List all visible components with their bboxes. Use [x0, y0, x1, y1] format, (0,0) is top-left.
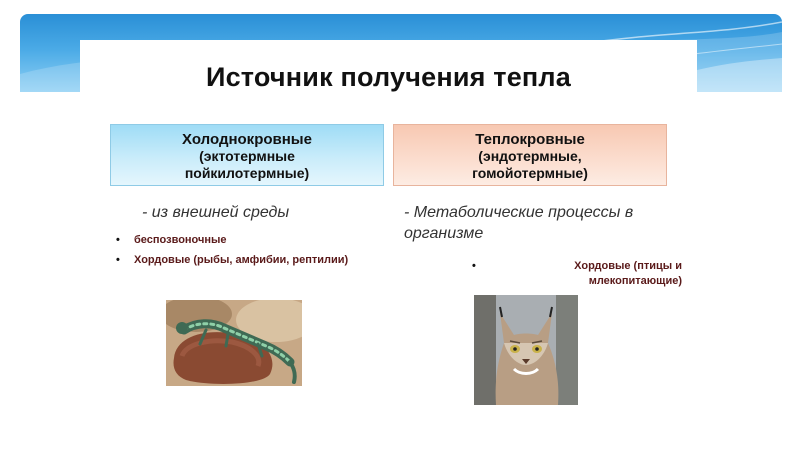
cold-subheading-1: (эктотермные [199, 148, 295, 164]
page-title: Источник получения тепла [205, 62, 571, 92]
cold-blooded-box [110, 124, 384, 186]
bullet-text: Хордовые (птицы и млекопитающие) [574, 260, 682, 287]
cold-bullet-list [116, 233, 376, 273]
bullet-marker: • [116, 234, 120, 246]
warm-subheading-1: (эндотермные, [478, 148, 582, 164]
warm-blooded-box [393, 124, 667, 186]
warm-heading: Теплокровные [475, 131, 585, 148]
bullet-text: беспозвоночные [134, 234, 227, 246]
bullet-text: Хордовые (рыбы, амфибии, рептилии) [134, 254, 349, 266]
list-item [116, 253, 376, 268]
cold-subheading-2: пойкилотермные) [184, 165, 310, 181]
lynx-image [474, 295, 578, 405]
warm-subheading-2: гомойотермные) [472, 165, 588, 181]
bullet-marker: • [116, 254, 120, 266]
list-item [472, 259, 682, 289]
bullet-marker: • [472, 260, 476, 272]
lizard-image [166, 300, 302, 386]
warm-heat-source: - Метаболические процессы в организме [404, 204, 634, 242]
lynx-illustration [474, 295, 578, 405]
title-area [80, 40, 697, 100]
lizard-illustration [166, 300, 302, 386]
cold-heat-source: - из внешней среды [142, 204, 290, 221]
cold-heading: Холоднокровные [182, 131, 312, 148]
warm-bullet-list [472, 259, 682, 294]
list-item [116, 233, 376, 248]
